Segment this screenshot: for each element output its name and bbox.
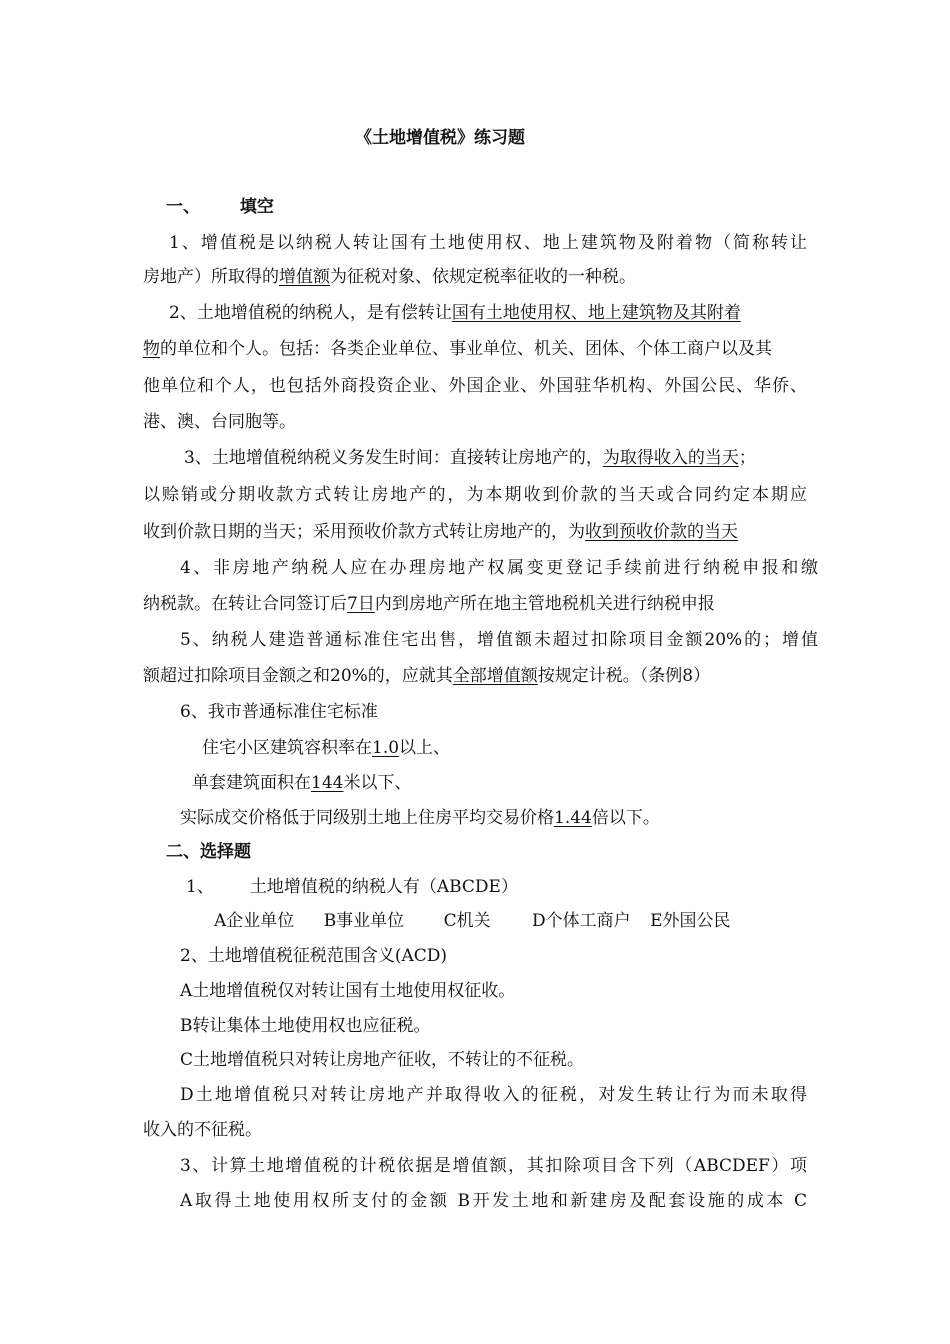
text: 单套建筑面积在 bbox=[192, 773, 311, 793]
question-6-line-4 bbox=[180, 806, 660, 830]
question-6-line-3 bbox=[192, 771, 411, 795]
question-2-line-1 bbox=[169, 301, 741, 325]
question-1-line-2 bbox=[143, 265, 636, 289]
text: 房地产）所取得的 bbox=[143, 267, 279, 287]
option-b: B事业单位 bbox=[323, 911, 405, 931]
section-number: 一、 bbox=[166, 197, 200, 217]
question-6-line-2 bbox=[202, 736, 450, 760]
choice-1-question bbox=[186, 875, 518, 899]
question-2-line-4: 港、澳、台同胞等。 bbox=[143, 412, 296, 432]
option-e: E外国公民 bbox=[650, 911, 731, 931]
text: 额超过扣除项目金额之和20%的，应就其 bbox=[143, 666, 453, 686]
answer-blank: 7日 bbox=[347, 594, 375, 614]
text: 实际成交价格低于同级别土地上住房平均交易价格 bbox=[180, 808, 554, 828]
text: 2、土地增值税的纳税人，是有偿转让 bbox=[169, 303, 452, 323]
option-a: A企业单位 bbox=[214, 911, 295, 931]
text: 以上、 bbox=[399, 738, 451, 758]
answer-blank: 1.44 bbox=[554, 808, 592, 828]
section-heading-fill-in bbox=[166, 195, 274, 219]
choice-2-option-d-line-2: 收入的不征税。 bbox=[143, 1120, 262, 1140]
question-4-line-2 bbox=[143, 592, 715, 616]
question-3-line-3 bbox=[143, 520, 738, 544]
answer-blank: 为取得收入的当天 bbox=[602, 448, 739, 468]
text: 住宅小区建筑容积率在 bbox=[202, 738, 372, 758]
choice-2-option-b: B转让集体土地使用权也应征税。 bbox=[180, 1016, 431, 1036]
choice-3-question: 3、计算土地增值税的计税依据是增值额，其扣除项目含下列（ABCDEF）项 bbox=[180, 1156, 807, 1176]
answer-blank: 1.0 bbox=[372, 738, 400, 758]
answer-blank: 国有土地使用权、地上建筑物及其附着 bbox=[451, 303, 741, 323]
question-number: 1、 bbox=[186, 877, 214, 897]
choice-2-option-a: A土地增值税仅对转让国有土地使用权征收。 bbox=[180, 981, 516, 1001]
question-text: 土地增值税的纳税人有（ABCDE） bbox=[249, 877, 518, 897]
text: 按规定计税。（条例8） bbox=[537, 666, 711, 686]
question-2-line-3: 他单位和个人，也包括外商投资企业、外国企业、外国驻华机构、外国公民、华侨、 bbox=[143, 376, 807, 396]
question-3-line-2: 以赊销或分期收款方式转让房地产的，为本期收到价款的当天或合同约定本期应 bbox=[143, 485, 807, 505]
choice-1-options bbox=[214, 909, 730, 933]
text: 纳税款。在转让合同签订后 bbox=[143, 594, 347, 614]
text: ； bbox=[738, 448, 756, 468]
answer-blank: 144 bbox=[311, 773, 344, 793]
question-5-line-1: 5、纳税人建造普通标准住宅出售，增值额未超过扣除项目金额20%的；增值 bbox=[180, 630, 818, 650]
answer-blank: 收到预收价款的当天 bbox=[585, 522, 738, 542]
section-label: 填空 bbox=[239, 197, 274, 217]
text: 倍以下。 bbox=[591, 808, 660, 828]
answer-blank: 物 bbox=[143, 339, 160, 359]
choice-3-options-line: A取得土地使用权所支付的金额 B开发土地和新建房及配套设施的成本 C bbox=[180, 1191, 807, 1211]
text: 米以下、 bbox=[343, 773, 412, 793]
option-c: C机关 bbox=[443, 911, 491, 931]
text: 为征税对象、依规定税率征收的一种税。 bbox=[330, 267, 636, 287]
option-d: D个体工商户 bbox=[532, 911, 631, 931]
text: 内到房地产所在地主管地税机关进行纳税申报 bbox=[374, 594, 715, 614]
question-5-line-2 bbox=[143, 664, 710, 688]
question-2-line-2 bbox=[143, 337, 772, 361]
answer-blank: 全部增值额 bbox=[452, 666, 538, 686]
choice-2-option-c: C土地增值税只对转让房地产征收，不转让的不征税。 bbox=[180, 1050, 585, 1070]
question-6-line-1: 6、我市普通标准住宅标准 bbox=[180, 702, 378, 722]
section-heading-choice: 二、选择题 bbox=[166, 842, 251, 862]
question-3-line-1 bbox=[184, 446, 756, 470]
page-title: 《土地增值税》练习题 bbox=[355, 128, 525, 148]
text: 的单位和个人。包括：各类企业单位、事业单位、机关、团体、个体工商户以及其 bbox=[160, 339, 772, 359]
answer-blank: 增值额 bbox=[279, 267, 330, 287]
question-4-line-1: 4、非房地产纳税人应在办理房地产权属变更登记手续前进行纳税申报和缴 bbox=[180, 558, 818, 578]
question-1-line-1: 1、增值税是以纳税人转让国有土地使用权、地上建筑物及附着物（简称转让 bbox=[169, 233, 807, 253]
text: 3、土地增值税纳税义务发生时间：直接转让房地产的， bbox=[184, 448, 603, 468]
choice-2-option-d-line-1: D土地增值税只对转让房地产并取得收入的征税，对发生转让行为而未取得 bbox=[180, 1085, 807, 1105]
text: 收到价款日期的当天；采用预收价款方式转让房地产的，为 bbox=[143, 522, 585, 542]
choice-2-question: 2、土地增值税征税范围含义(ACD) bbox=[180, 946, 447, 966]
